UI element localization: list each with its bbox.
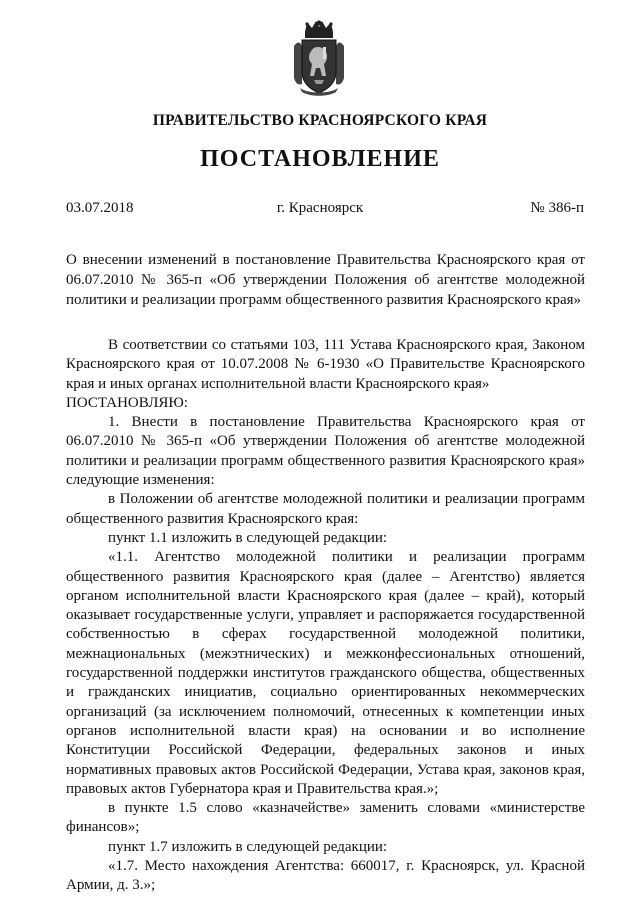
paragraph: «1.7. Место нахождения Агентства: 660017, г. Красноярск, ул. Красной Армии, д. 3.»;: [66, 858, 585, 894]
paragraph: пункт 1.7 изложить в следующей редакции:: [108, 838, 388, 855]
paragraph: «1.1. Агентство молодежной политики и реализации программ общественного развития Красноярского края (далее – Агентство) является органом исполнительной власти Красноярского края (далее – край), который оказывает государственные услуги, управляет и распоряжается государственной собственностью в сферах государственной молодежной политики, межнациональных (межэтнических) и межконфессиональных отношений, государственной поддержки институтов гражданского общества, общественных и гражданских инициатив, социально ориентированных некоммерческих организаций (за исключением полномочий, отнесенных к компетенции иных органов исполнительной власти края) на основании и во исполнение Конституции Российской Федерации, федеральных законов и иных нормативных правовых актов Российской Федерации, Устава края, законов края, правовых актов Губернатора края и Правительства края.»;: [66, 549, 585, 797]
organization-name: ПРАВИТЕЛЬСТВО КРАСНОЯРСКОГО КРАЯ: [152, 112, 488, 129]
paragraph: пункт 1.1 изложить в следующей редакции:: [108, 529, 388, 546]
document-title: О внесении изменений в постановление Правительства Красноярского края от 06.07.2010 № 365-п «Об утверждении Положения об агентстве молодежной политики и реализации программ общественного развития Красноярского края»: [66, 252, 585, 308]
resolution-keyword: ПОСТАНОВЛЯЮ:: [66, 394, 188, 411]
paragraph: 1. Внести в постановление Правительства Красноярского края от 06.07.2010 № 365-п «Об утверждении Положения об агентстве молодежной политики и реализации программ общественного развития Красноярского края» следующие изменения:: [66, 414, 585, 489]
document-city: г. Красноярск: [276, 200, 364, 216]
paragraph: в Положении об агентстве молодежной политики и реализации программ общественного развития Красноярского края:: [66, 491, 585, 527]
paragraph: в пункте 1.5 слово «казначействе» заменить словами «министерстве финансов»;: [66, 800, 585, 836]
paragraph: В соответствии со статьями 103, 111 Устава Красноярского края, Законом Красноярского края от 10.07.2008 № 6-1930 «О Правительстве Красноярского края и иных органах исполнительной власти Красноярского края»: [66, 337, 585, 392]
document-date: 03.07.2018: [66, 200, 134, 216]
document-type: ПОСТАНОВЛЕНИЕ: [200, 146, 440, 172]
document-number: № 386-п: [530, 200, 584, 216]
document-body: [66, 336, 585, 896]
coat-of-arms-icon: [292, 20, 346, 96]
